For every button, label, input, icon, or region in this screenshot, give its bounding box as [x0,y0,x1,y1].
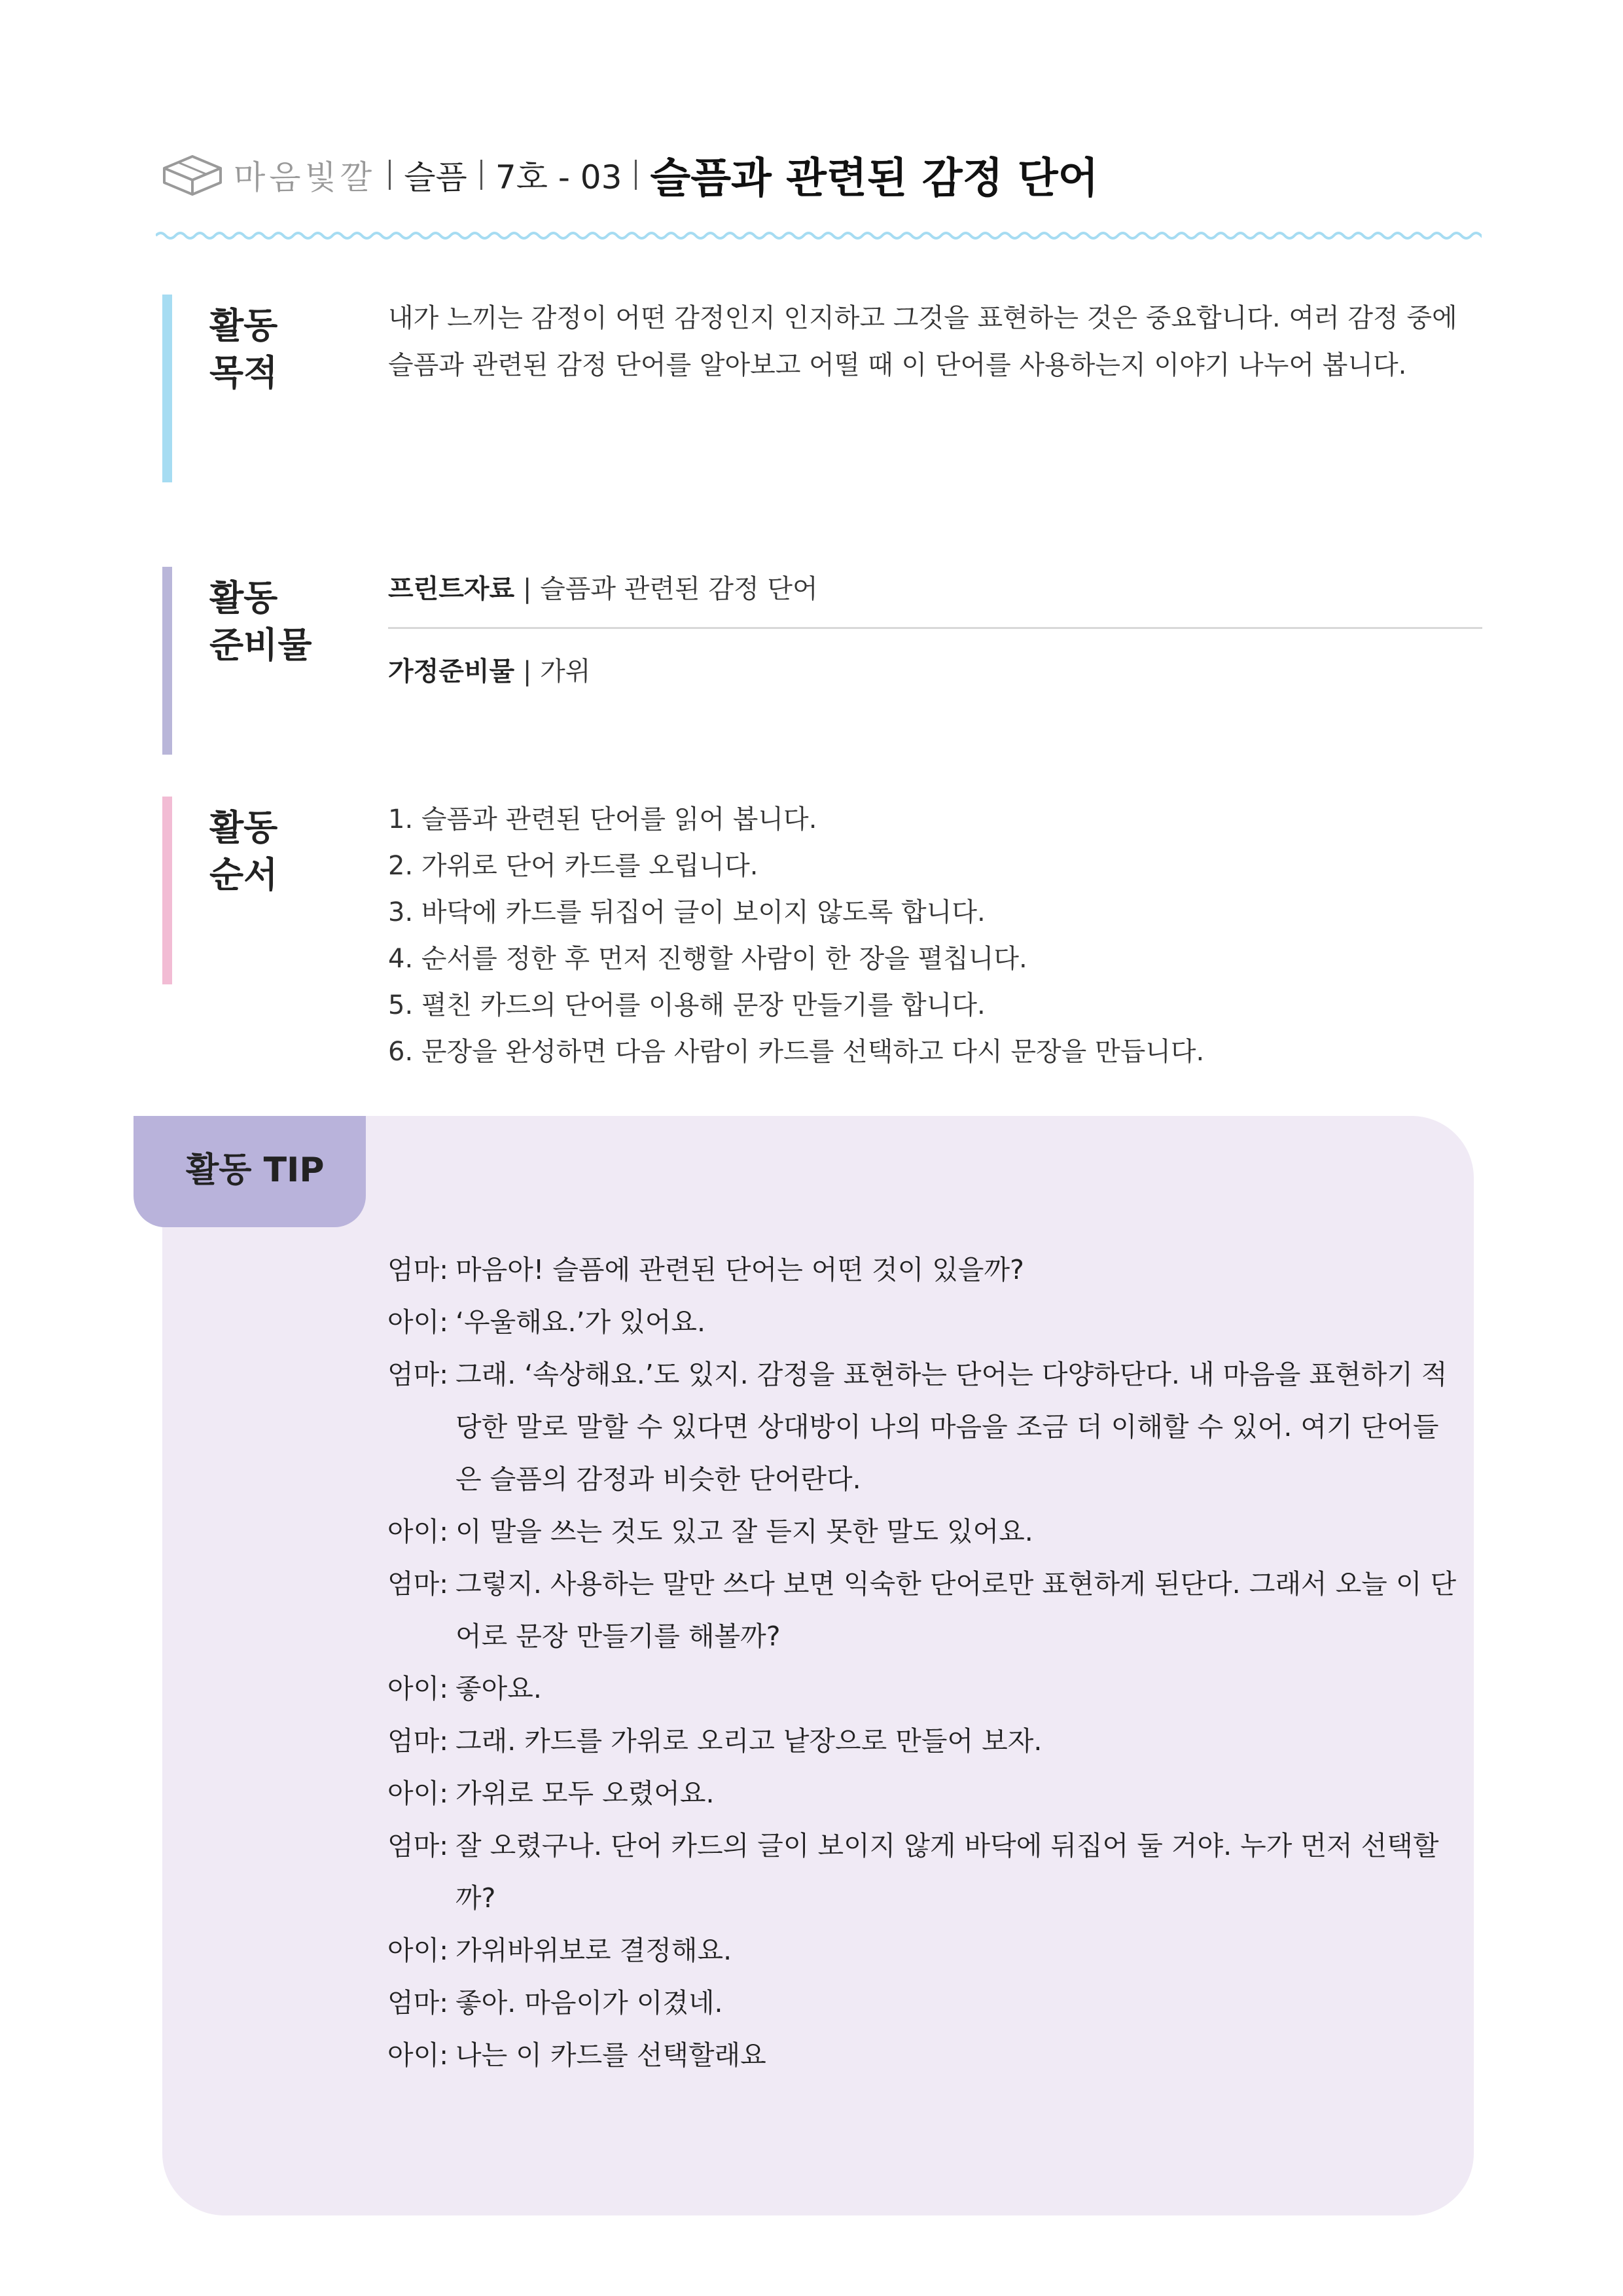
print-materials-label: 프린트자료 [388,574,515,604]
dialog-line [387,1558,1461,1662]
dialog-text: 좋아요. [455,1673,542,1704]
print-materials-value: 슬픔과 관련된 감정 단어 [540,574,818,604]
steps-section [162,797,1484,1085]
dialog-text: 좋아. 마음이가 이겼네. [455,1987,723,2018]
dialog-speaker: 아이: [387,1778,449,1809]
materials-heading: 활동 준비물 [209,577,312,666]
dialog-text: 그래. 카드를 가위로 오리고 낱장으로 만들어 보자. [455,1725,1043,1757]
page-header [159,145,1098,204]
step-item: 6. 문장을 완성하면 다음 사람이 카드를 선택하고 다시 문장을 만듭니다. [388,1037,1205,1067]
print-materials-row: 프린트자료 | 슬픔과 관련된 감정 단어 [388,574,818,604]
materials-divider [388,627,1482,629]
dialog-line [387,1715,1461,1767]
dialog-speaker: 아이: [387,1306,449,1338]
wave-divider [156,229,1482,242]
dialog-line [387,1820,1461,1924]
dialog-text: 마음아! 슬픔에 관련된 단어는 어떤 것이 있을까? [455,1254,1024,1285]
steps-accent-bar [162,797,172,984]
purpose-text: 내가 느끼는 감정이 어떤 감정인지 인지하고 그것을 표현하는 것은 중요합니다. 여러 감정 중에 슬픔과 관련된 감정 단어를 알아보고 어떨 때 이 단어를 사용하는지 이야기 나누어 봅니다. [388,303,1457,380]
steps-heading: 활동 순서 [209,807,278,895]
step-item: 5. 펼친 카드의 단어를 이용해 문장 만들기를 합니다. [388,990,986,1020]
home-materials-value: 가위 [540,656,591,687]
home-materials-row: 가정준비물 | 가위 [388,656,591,687]
logo-text: 마음빛깔 [234,158,376,196]
dialog-speaker: 엄마: [387,1254,449,1285]
tip-dialog [387,1244,1461,2081]
header-category: 슬픔 [404,158,467,196]
dialog-speaker: 아이: [387,1935,449,1966]
dialog-speaker: 아이: [387,2039,449,2071]
purpose-accent-bar [162,295,172,482]
header-issue: 7호 - 03 [495,158,622,196]
header-separator [635,160,637,190]
brand-logo [159,151,376,198]
dialog-text: 잘 오렸구나. 단어 카드의 글이 보이지 않게 바닥에 뒤집어 둘 거야. 누가 먼저 선택할까? [455,1830,1439,1914]
header-separator [480,160,482,190]
dialog-line [387,1244,1461,1296]
page-title: 슬픔과 관련된 감정 단어 [650,154,1099,203]
dialog-speaker: 엄마: [387,1568,449,1600]
materials-accent-bar [162,567,172,755]
dialog-speaker: 아이: [387,1673,449,1704]
dialog-line [387,1977,1461,2029]
dialog-text: 나는 이 카드를 선택할래요 [455,2039,766,2071]
dialog-text: 이 말을 쓰는 것도 있고 잘 듣지 못한 말도 있어요. [455,1516,1033,1547]
dialog-line [387,2029,1461,2081]
dialog-line [387,1767,1461,1820]
dialog-speaker: 엄마: [387,1725,449,1757]
tip-tab [134,1116,366,1227]
materials-section [162,567,1484,755]
step-item: 3. 바닥에 카드를 뒤집어 글이 보이지 않도록 합니다. [388,897,986,927]
dialog-speaker: 엄마: [387,1830,449,1861]
dialog-text: 그래. ‘속상해요.’도 있지. 감정을 표현하는 단어는 다양하단다. 내 마음을 표현하기 적당한 말로 말할 수 있다면 상대방이 나의 마음을 조금 더 이해할 수 있어. 여기 단어들은 슬픔의 감정과 비슷한 단어란다. [455,1359,1448,1495]
dialog-line [387,1924,1461,1977]
dialog-text: 가위바위보로 결정해요. [455,1935,732,1966]
tip-heading: 활동 TIP [186,1151,325,1190]
purpose-heading: 활동 목적 [209,305,278,393]
dialog-line [387,1296,1461,1348]
step-item: 2. 가위로 단어 카드를 오립니다. [388,851,758,881]
dialog-speaker: 엄마: [387,1359,449,1390]
dialog-speaker: 아이: [387,1516,449,1547]
steps-list [388,797,1204,1075]
dialog-line [387,1348,1461,1505]
open-box-icon [159,152,226,197]
dialog-text: ‘우울해요.’가 있어요. [455,1306,706,1338]
header-separator [389,160,391,190]
dialog-line [387,1662,1461,1715]
step-item: 4. 순서를 정한 후 먼저 진행할 사람이 한 장을 펼칩니다. [388,944,1027,974]
step-item: 1. 슬픔과 관련된 단어를 읽어 봅니다. [388,804,817,834]
purpose-section [162,295,1484,482]
home-materials-label: 가정준비물 [388,656,515,687]
dialog-speaker: 엄마: [387,1987,449,2018]
dialog-text: 가위로 모두 오렸어요. [455,1778,715,1809]
dialog-line [387,1505,1461,1558]
dialog-text: 그렇지. 사용하는 말만 쓰다 보면 익숙한 단어로만 표현하게 된단다. 그래서 오늘 이 단어로 문장 만들기를 해볼까? [455,1568,1457,1652]
